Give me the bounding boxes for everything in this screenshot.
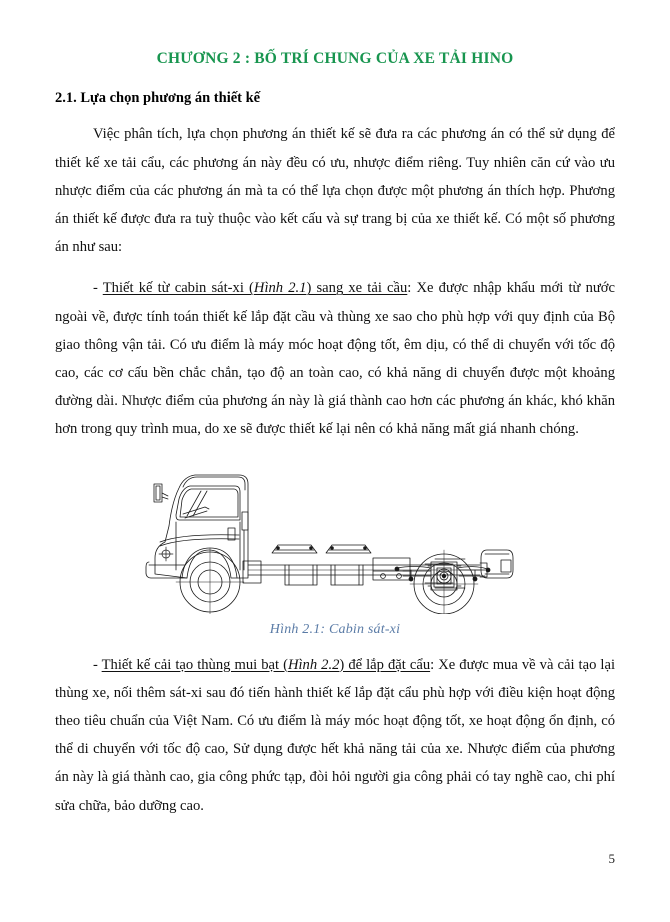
paragraph-option-two — [55, 638, 615, 820]
truck-cab-chassis-line-drawing — [135, 466, 535, 614]
option-two-underlined-tail: ) để lắp đặt cẩu — [339, 656, 431, 673]
paragraph-option-one — [55, 261, 615, 443]
option-two-body: : Xe được mua về và cải tạo lại thùng xe, nối thêm sát-xi sau đó tiến hành thiết kế lắp đặt cẩu phù hợp với điều kiện hoạt động theo tiêu chuẩn của Việt Nam. Có ưu điểm là máy móc hoạt động tốt, xe hoạt động ổn định, có thể di chuyển với tốc độ cao, Sử dụng được hết khả năng tải của xe. Nhược điểm của phương án này là giá thành cao, gia công phức tạp, đòi hỏi người gia công phải có tay nghề cao, chi phí sửa chữa, bảo dưỡng cao. — [55, 656, 615, 814]
paragraph-intro: Việc phân tích, lựa chọn phương án thiết kế sẽ đưa ra các phương án có thể sử dụng để thiết kế xe tải cẩu, các phương án này đều có ưu, nhược điểm riêng. Tuy nhiên căn cứ vào ưu nhược điểm của các phương án mà ta có thể lựa chọn được một phương án thích hợp. Phương án thiết kế được đưa ra tuỳ thuộc vào kết cấu và sự trang bị của xe thiết kế. Có một số phương án như sau: — [55, 126, 615, 256]
page-number: 5 — [608, 851, 615, 866]
figure-caption: Hình 2.1: Cabin sát-xi — [269, 621, 401, 637]
option-one-body: : Xe được nhập khẩu mới từ nước ngoài về, được tính toán thiết kế lắp đặt cầu và thùng xe sao cho phù hợp với quy định của Bộ giao thông vận tải. Có ưu điểm là máy móc hoạt động tốt, êm dịu, có thể di chuyển với tốc độ cao, các cơ cấu bền chắc chắn, tạo độ an toàn cao, có khả năng di chuyển được một khoảng đường dài. Nhược điểm của phương án này là giá thành cao hơn các phương án khác, khó khăn hơn trong quy trình mua, do xe sẽ được thiết kế lại nên có khả năng mất giá nhanh chóng. — [55, 280, 616, 438]
option-two-underlined-lead: Thiết kế cải tạo thùng mui bạt ( — [101, 656, 288, 673]
chapter-title: CHƯƠNG 2 : BỐ TRÍ CHUNG CỦA XE TẢI HINO — [156, 50, 514, 67]
option-one-underlined-lead: Thiết kế từ cabin sát-xi ( — [102, 280, 254, 297]
option-one-figure-ref: Hình 2.1 — [253, 280, 307, 297]
option-two-marker: - — [93, 656, 102, 673]
section-heading: 2.1. Lựa chọn phương án thiết kế — [55, 89, 261, 106]
figure-block — [55, 444, 615, 638]
option-one-marker: - — [93, 280, 103, 297]
option-two-figure-ref: Hình 2.2 — [287, 656, 340, 673]
option-one-underlined-tail: ) sang xe tải cầu — [306, 280, 408, 297]
